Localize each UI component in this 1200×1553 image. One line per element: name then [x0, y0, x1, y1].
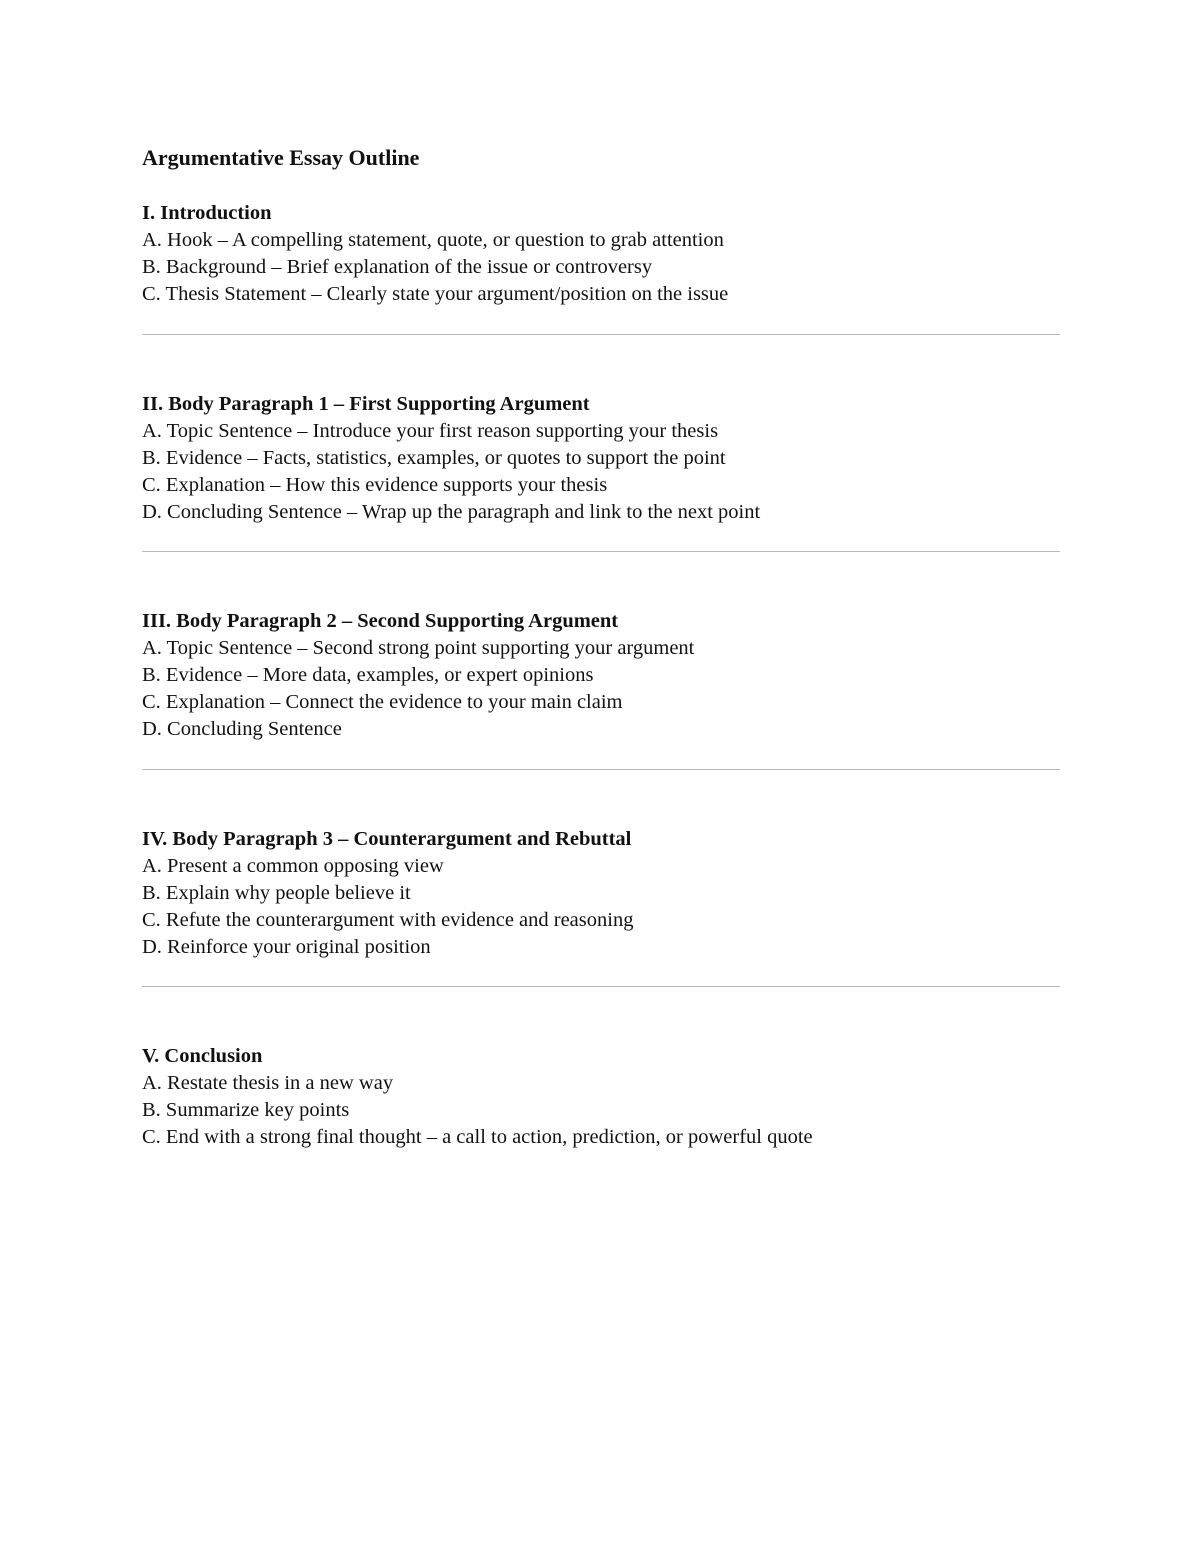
section-divider — [142, 769, 1060, 770]
outline-item: A. Topic Sentence – Second strong point supporting your argument — [142, 637, 695, 659]
section-heading: III. Body Paragraph 2 – Second Supporting Argument — [142, 610, 619, 632]
outline-item: D. Concluding Sentence – Wrap up the paragraph and link to the next point — [142, 501, 761, 523]
outline-item: A. Hook – A compelling statement, quote, or question to grab attention — [142, 229, 724, 251]
outline-item: B. Evidence – More data, examples, or expert opinions — [142, 664, 594, 686]
outline-item: C. End with a strong final thought – a call to action, prediction, or powerful quote — [142, 1126, 813, 1148]
section-body-paragraph-2 — [142, 608, 1060, 743]
outline-item: D. Reinforce your original position — [142, 936, 431, 958]
section-introduction — [142, 200, 1060, 308]
outline-item: B. Summarize key points — [142, 1099, 350, 1121]
outline-item: B. Evidence – Facts, statistics, examples, or quotes to support the point — [142, 447, 726, 469]
section-heading: IV. Body Paragraph 3 – Counterargument and Rebuttal — [142, 828, 632, 850]
section-divider — [142, 334, 1060, 335]
document-title: Argumentative Essay Outline — [142, 145, 420, 170]
section-body-paragraph-1 — [142, 391, 1060, 526]
outline-item: A. Present a common opposing view — [142, 855, 444, 877]
outline-item: A. Topic Sentence – Introduce your first reason supporting your thesis — [142, 420, 719, 442]
outline-item: B. Explain why people believe it — [142, 882, 411, 904]
outline-item: C. Thesis Statement – Clearly state your argument/position on the issue — [142, 283, 729, 305]
outline-item: A. Restate thesis in a new way — [142, 1072, 394, 1094]
outline-item: D. Concluding Sentence — [142, 718, 342, 740]
section-body-paragraph-3 — [142, 826, 1060, 961]
outline-item: C. Explanation – How this evidence supports your thesis — [142, 474, 608, 496]
section-heading: II. Body Paragraph 1 – First Supporting Argument — [142, 393, 590, 415]
section-heading: I. Introduction — [142, 202, 272, 224]
section-conclusion — [142, 1043, 1060, 1151]
outline-item: B. Background – Brief explanation of the issue or controversy — [142, 256, 653, 278]
section-divider — [142, 551, 1060, 552]
section-divider — [142, 986, 1060, 987]
outline-item: C. Explanation – Connect the evidence to your main claim — [142, 691, 623, 713]
section-heading: V. Conclusion — [142, 1045, 263, 1067]
outline-item: C. Refute the counterargument with evidence and reasoning — [142, 909, 634, 931]
